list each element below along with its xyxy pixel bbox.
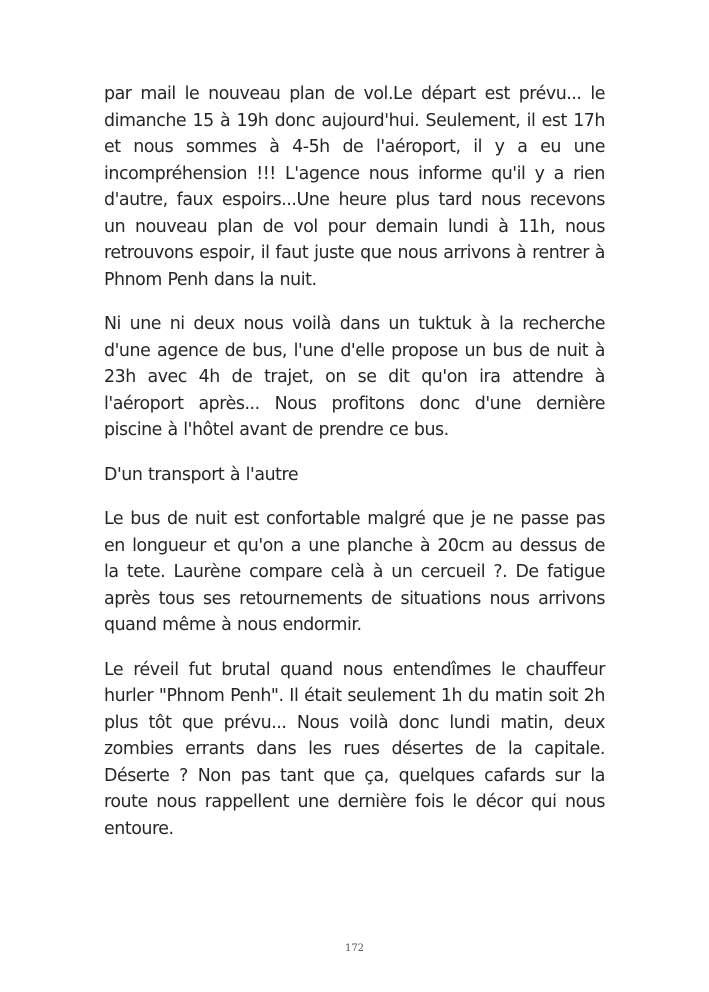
paragraph-tuktuk: Ni une ni deux nous voilà dans un tuktuk à la recherche d'une agence de bus, l'une d'elle propose un bus de nuit à 23h avec 4h de trajet, on se dit qu'on ira attendre à l'aéroport après... Nous profitons donc d'une dernière piscine à l'hôtel avant de prendre ce bus. <box>104 314 605 440</box>
page-body <box>104 81 605 860</box>
page-number: 172 <box>344 943 365 954</box>
paragraph-arrival: Le réveil fut brutal quand nous entendîmes le chauffeur hurler "Phnom Penh". Il était seulement 1h du matin soit 2h plus tôt que prévu... Nous voilà donc lundi matin, deux zombies errants dans les rues désertes de la capitale. Déserte ? Non pas tant que ça, quelques cafards sur la route nous rappellent une dernière fois le décor qui nous entoure. <box>104 659 605 839</box>
section-heading: D'un transport à l'autre <box>104 464 299 485</box>
paragraph-flight-plan: par mail le nouveau plan de vol.Le départ est prévu... le dimanche 15 à 19h donc aujourd'hui. Seulement, il est 17h et nous sommes à 4-5h de l'aéroport, il y a eu une incompréhension !!! L'agence nous informe qu'il y a rien d'autre, faux espoirs...Une heure plus tard nous recevons un nouveau plan de vol pour demain lundi à 11h, nous retrouvons espoir, il faut juste que nous arrivons à rentrer à Phnom Penh dans la nuit. <box>104 84 605 290</box>
paragraph-night-bus: Le bus de nuit est confortable malgré que je ne passe pas en longueur et qu'on a une planche à 20cm au dessus de la tete. Laurène compare celà à un cercueil ?. De fatigue après tous ses retournements de situations nous arrivons quand même à nous endormir. <box>104 509 605 635</box>
